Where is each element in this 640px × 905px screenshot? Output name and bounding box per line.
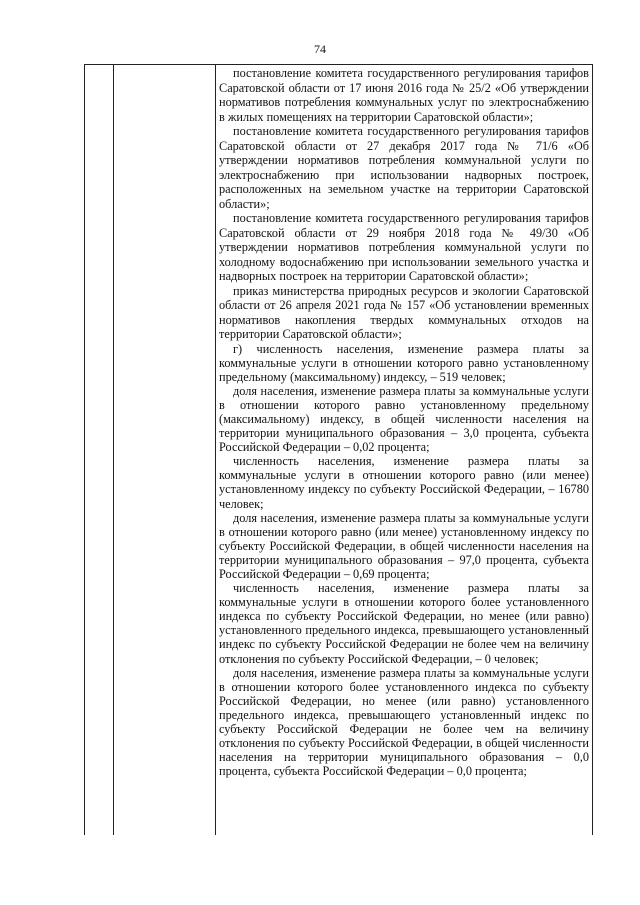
- paragraph-share-above-index: доля населения, изменение размера платы за коммунальные услуги в отношении которого более установленного индекса по субъекту Российской Федерации, но менее (или равно) установленного предельного индекса, превышающего установленный индекс по субъекту Российской Федерации не более чем на величину отклонения по субъекту Российской Федерации, в общей численности населения на территории муниципального образования – 0,0 процента, субъекта Российской Федерации – 0,0 процента;: [219, 665, 589, 779]
- paragraph-share-max-index: доля населения, изменение размера платы за коммунальные услуги в отношении которого равно установленному предельному (максимальному) индексу, в общей численности населения на территории муниципального образования – 3,0 процента, субъекта Российской Федерации – 0,02 процента;: [219, 383, 589, 455]
- paragraph-order-2021: приказ министерства природных ресурсов и экологии Саратовской области от 26 апреля 2021 года № 157 «Об установлении временных нормативов накопления твердых коммунальных отходов на территории Саратовской области»;: [219, 283, 589, 341]
- table-column-divider: [215, 65, 216, 835]
- paragraph-resolution-2016: постановление комитета государственного регулирования тарифов Саратовской области от 17 июня 2016 года № 25/2 «Об утверждении нормативов потребления коммунальных услуг по электроснабжению в жилых помещениях на территории Саратовской области»;: [219, 66, 589, 124]
- table-column-divider: [113, 65, 114, 835]
- paragraph-resolution-2018: постановление комитета государственного регулирования тарифов Саратовской области от 29 ноября 2018 года № 49/30 «Об утверждении нормативов потребления коммунальной услуги по холодному водоснабжению при использовании земельного участка и надворных построек на территории Саратовской области»;: [219, 211, 589, 283]
- paragraph-resolution-2017: постановление комитета государственного регулирования тарифов Саратовской области от 27 декабря 2017 года № 71/6 «Об утверждении нормативов потребления коммунальной услуги по электроснабжению при использовании надворных построек, расположенных на земельном участке на территории Саратовской области»;: [219, 124, 589, 211]
- table-cell-text: [219, 66, 589, 778]
- paragraph-population-within-index: численность населения, изменение размера платы за коммунальные услуги в отношении которого равно (или менее) установленному индексу по субъекту Российской Федерации, – 16780 человек;: [219, 454, 589, 511]
- page-number: 74: [314, 42, 326, 56]
- paragraph-share-within-index: доля населения, изменение размера платы за коммунальные услуги в отношении которого равно (или менее) установленному индексу по субъекту Российской Федерации, в общей численности населения на территории муниципального образования – 97,0 процента, субъекта Российской Федерации – 0,69 процента;: [219, 510, 589, 581]
- paragraph-population-above-index: численность населения, изменение размера платы за коммунальные услуги в отношении которого более установленного индекса по субъекту Российской Федерации, но менее (или равно) установленного предельного индекса, превышающего установленный индекс по субъекту Российской Федерации не более чем на величину отклонения по субъекту Российской Федерации, – 0 человек;: [219, 581, 589, 666]
- paragraph-population-max-index: г) численность населения, изменение размера платы за коммунальные услуги в отношении которого равно установленному предельному (максимальному) индексу, – 519 человек;: [219, 341, 589, 384]
- table-right-border: [592, 65, 593, 835]
